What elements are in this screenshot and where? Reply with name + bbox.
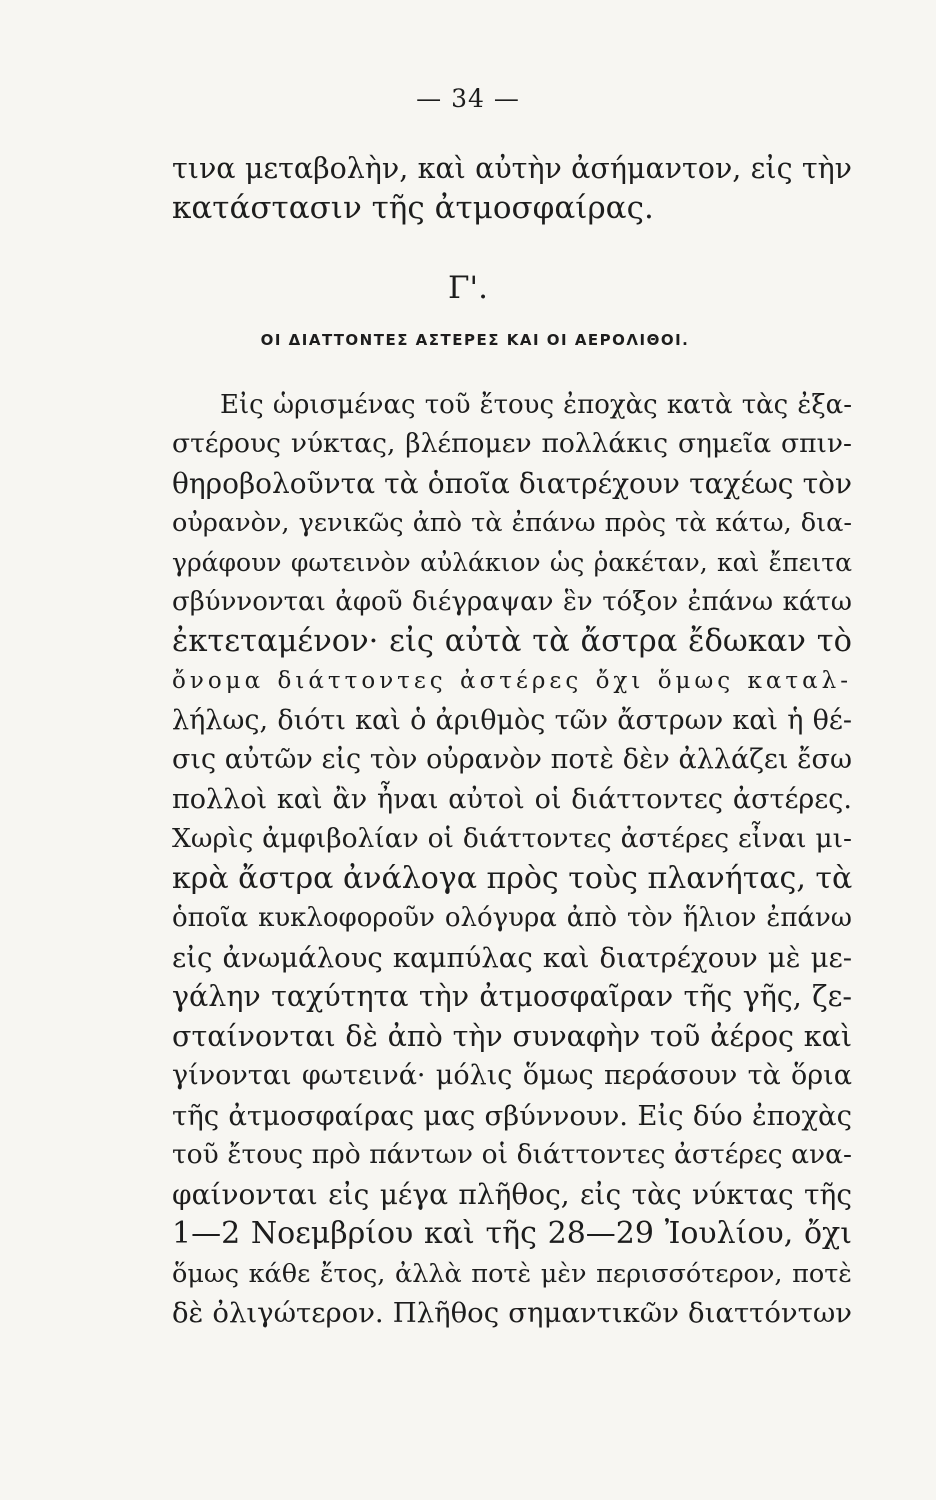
text-line: γίνονται φωτεινά· μόλις ὅμως περάσουν τὰ ὅρια — [172, 1060, 852, 1091]
text-line: δὲ ὀλιγώτερον. Πλῆθος σημαντικῶν διαττόντων — [172, 1297, 852, 1329]
section-title: ΟΙ ΔΙΑΤΤΟΝΤΕΣ ΑΣΤΕΡΕΣ ΚΑΙ ΟΙ ΑΕΡΟΛΙΘΟΙ. — [260, 331, 690, 349]
text-line: θηροβολοῦντα τὰ ὁποῖα διατρέχουν ταχέως τὸν — [172, 467, 852, 500]
text-line: οὐρανὸν, γενικῶς ἀπὸ τὰ ἐπάνω πρὸς τὰ κάτω, δια- — [172, 508, 852, 538]
text-line: εἰς ἀνωμάλους καμπύλας καὶ διατρέχουν μὲ με- — [172, 942, 852, 974]
text-line: τοῦ ἔτους πρὸ πάντων οἱ διάττοντες ἀστέρες ανα- — [172, 1139, 852, 1170]
text-line: σταίνονται δὲ ἀπὸ τὴν συναφὴν τοῦ ἀέρος καὶ — [172, 1020, 852, 1053]
text-line: Εἰς ὡρισμένας τοῦ ἔτους ἐποχὰς κατὰ τὰς ἐξα- — [220, 390, 852, 420]
text-line: τῆς ἀτμοσφαίρας μας σβύννουν. Εἰς δύο ἐποχὰς — [172, 1100, 852, 1132]
text-line: λήλως, διότι καὶ ὁ ἀριθμὸς τῶν ἄστρων καὶ ἡ θέ- — [172, 705, 852, 736]
text-line: σβύννονται ἀφοῦ διέγραψαν ἓν τόξον ἐπάνω κάτω — [172, 587, 852, 617]
text-line: τινα μεταβολὴν, καὶ αὐτὴν ἀσήμαντον, εἰς τὴν — [172, 152, 852, 185]
text-line: φαίνονται εἰς μέγα πλῆθος, εἰς τὰς νύκτας τῆς — [172, 1178, 852, 1211]
text-line: Χωρὶς ἀμφιβολίαν οἱ διάττοντες ἀστέρες εἶναι μι- — [172, 823, 852, 854]
text-line: γάλην ταχύτητα τὴν ἀτμοσφαῖραν τῆς γῆς, ζε- — [172, 980, 852, 1013]
text-line: γράφουν φωτεινὸν αὐλάκιον ὡς ῥακέταν, καὶ ἔπειτα — [172, 548, 852, 577]
text-line: σις αὐτῶν εἰς τὸν οὐρανὸν ποτὲ δὲν ἀλλάζει ἔσω — [172, 744, 852, 775]
text-line: κατάστασιν τῆς ἀτμοσφαίρας. — [172, 190, 654, 226]
page-number: — 34 — — [416, 84, 520, 113]
text-line: πολλοὶ καὶ ἂν ἦναι αὐτοὶ οἱ διάττοντες ἀστέρες. — [172, 784, 852, 815]
text-line: ὁποῖα κυκλοφοροῦν ολόγυρα ἀπὸ τὸν ἥλιον ἐπάνω — [172, 903, 852, 933]
main-paragraph — [172, 0, 852, 1340]
text-line: ἐκτεταμένον· εἰς αὐτὰ τὰ ἄστρα ἔδωκαν τὸ — [172, 624, 852, 659]
text-line: κρὰ ἄστρα ἀνάλογα πρὸς τοὺς πλανήτας, τὰ — [172, 861, 853, 896]
text-line: 1—2 Νοεμβρίου καὶ τῆς 28—29 Ἰουλίου, ὄχι — [172, 1216, 852, 1251]
text-line: ὄνομα διάττοντες ἀστέρες ὄχι ὅμως καταλ- — [172, 668, 852, 694]
text-line: στέρους νύκτας, βλέπομεν πολλάκις σημεῖα σπιν- — [172, 428, 852, 459]
section-numeral: Γ'. — [448, 270, 488, 306]
text-line: ὅμως κάθε ἔτος, ἀλλὰ ποτὲ μὲν περισσότερον, ποτὲ — [172, 1259, 852, 1289]
